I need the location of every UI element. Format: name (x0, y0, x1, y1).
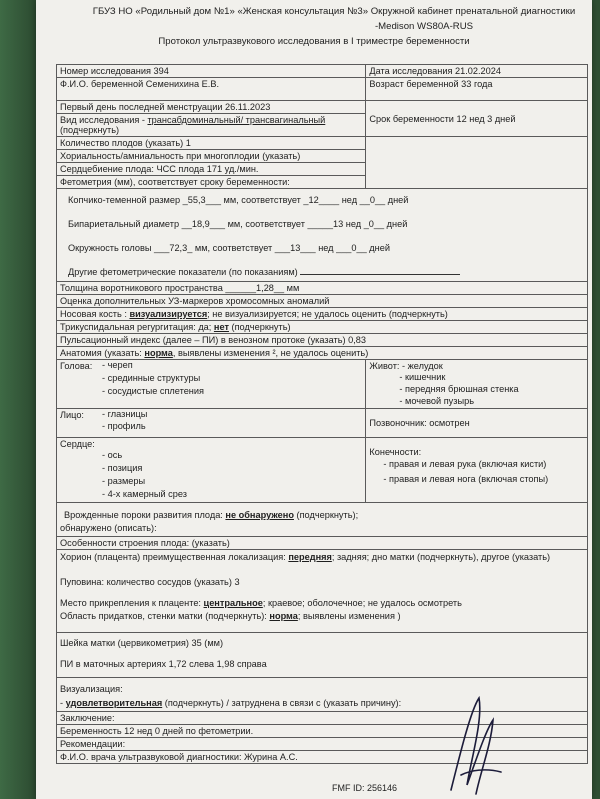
adnexa-suffix: ; выявлены изменения ) (297, 611, 401, 621)
malformations-prefix: Врожденные пороки развития плода: (64, 510, 226, 520)
head-title: Голова: (60, 361, 93, 371)
face-item: - профиль (102, 421, 146, 431)
last-period: Первый день последней менструации 26.11.2023 (57, 101, 366, 114)
other-fetometry-label: Другие фетометрические показатели (по показаниям) (68, 267, 301, 277)
vis-suffix: (подчеркнуть) / затруднена в связи с (указать причину): (162, 698, 402, 708)
adnexa-prefix: Область придатков, стенки матки (подчеркнуть): (60, 611, 270, 621)
heart-item: - ось (102, 450, 123, 460)
nasal-bone (57, 308, 588, 321)
header-protocol-title: Протокол ультразвукового исследования в I триместре беременности (158, 36, 470, 47)
face-section (57, 409, 366, 438)
cervix-section (57, 633, 588, 678)
heart-item: - 4-х камерный срез (102, 489, 187, 499)
abdomen-title: Живот: - желудок (369, 361, 443, 371)
malformations-line1 (60, 509, 584, 522)
patient-age: Возраст беременной 33 года (366, 78, 588, 101)
limbs-title: Конечности: (369, 447, 422, 457)
malformations-line2: обнаружено (описать): (60, 523, 157, 533)
spine: Позвоночник: осмотрен (366, 409, 588, 438)
other-fetometry (60, 265, 584, 279)
abdomen-item: - передняя брюшная стенка (399, 384, 519, 394)
abdomen-section (366, 360, 588, 409)
nasal-value: визуализируется (129, 309, 208, 319)
insertion-suffix: ; краевое; оболочечное; не удалось осмотреть (262, 598, 462, 608)
recommendations-title: Рекомендации: (57, 738, 588, 751)
document-header (36, 4, 592, 49)
anatomy-suffix: , выявлены изменения ², не удалось оценить) (172, 348, 369, 358)
tricuspid-value: нет (213, 322, 229, 332)
chorionicity: Хориальность/амниальность при многоплодии (указать) (57, 150, 366, 163)
malformations (57, 503, 588, 537)
anatomy-prefix: Анатомия (указать: (60, 348, 145, 358)
face-title: Лицо: (60, 410, 84, 420)
header-clinic: ГБУЗ НО «Родильный дом №1» «Женская консультация №3» Окружной кабинет пренатальной диагностики (92, 6, 576, 17)
exam-number: Номер исследования 394 (57, 65, 366, 78)
nasal-prefix: Носовая кость : (60, 309, 130, 319)
chorion-value: передняя (288, 552, 332, 562)
nasal-suffix: ; не визуализируется; не удалось оценить (подчеркнуть) (207, 309, 448, 319)
exam-type-suffix: (подчеркнуть) (60, 125, 120, 135)
cervix: Шейка матки (цервикометрия) 35 (мм) (60, 638, 224, 648)
header-device: -Medison WS80A-RUS (374, 21, 474, 32)
limbs-item: - правая и левая рука (включая кисти) (383, 459, 547, 469)
exam-type-value: трансабдоминальный/ трансвагинальный (147, 115, 326, 125)
heart-section (57, 438, 366, 503)
cord-insertion (60, 597, 584, 610)
crl-measure: Копчико-теменной размер _55,3___ мм, соответствует _12____ нед __0__ дней (68, 195, 409, 205)
head-item: - сосудистые сплетения (102, 386, 204, 396)
anatomy (57, 347, 588, 360)
visualization-title: Визуализация: (60, 684, 123, 694)
document-sheet (36, 0, 592, 799)
vis-value: удовлетворительная (65, 698, 163, 708)
tricuspid-suffix: (подчеркнуть) (228, 322, 291, 332)
chorion-suffix: ; задняя; дно матки (подчеркнуть), другое (указать) (331, 552, 551, 562)
tricuspid (57, 321, 588, 334)
tricuspid-prefix: Трикуспидальная регургитация: да; (60, 322, 214, 332)
malformations-suffix: (подчеркнуть); (293, 510, 359, 520)
doctor-name: Ф.И.О. врача ультразвуковой диагностики: Журина А.С. (57, 751, 588, 764)
protocol-table (56, 64, 588, 764)
exam-date: Дата исследования 21.02.2024 (366, 65, 588, 78)
face-item: - глазницы (102, 409, 148, 419)
signature-image (431, 690, 511, 799)
fmf-id-stamp: FMF ID: 256146 (332, 783, 398, 793)
empty-cell (366, 137, 588, 189)
fetus-count: Количество плодов (указать) 1 (57, 137, 366, 150)
exam-type-prefix: Вид исследования - (60, 115, 148, 125)
pi-venous: Пульсационный индекс (далее – ПИ) в венозном протоке (указать) 0,83 (57, 334, 588, 347)
limbs-item: - правая и левая нога (включая стопы) (383, 474, 549, 484)
fetometry-block (57, 189, 588, 282)
fetometry-title: Фетометрия (мм), соответствует сроку беременности: (57, 176, 366, 189)
heart-title: Сердце: (60, 439, 95, 449)
background-surface (0, 0, 36, 799)
fetal-heartbeat: Сердцебиение плода: ЧСС плода 171 уд./мин. (57, 163, 366, 176)
head-item: - срединные структуры (102, 373, 201, 383)
vis-prefix: - (60, 698, 66, 708)
abdomen-item: - мочевой пузырь (399, 396, 474, 406)
limbs-section (366, 438, 588, 503)
gestational-age: Срок беременности 12 нед 3 дней (366, 101, 588, 137)
heart-item: - позиция (102, 463, 143, 473)
chorion (60, 551, 584, 564)
head-section (57, 360, 366, 409)
placenta-section (57, 550, 588, 633)
markers-title: Оценка дополнительных УЗ-маркеров хромосомных аномалий (57, 295, 588, 308)
insertion-prefix: Место прикрепления к плаценте: (60, 598, 204, 608)
heart-item: - размеры (102, 476, 146, 486)
fetal-features: Особенности строения плода: (указать) (57, 537, 588, 550)
patient-name: Ф.И.О. беременной Семенихина Е.В. (57, 78, 366, 101)
malformations-value: не обнаружено (225, 510, 294, 520)
conclusion-title: Заключение: (57, 712, 588, 725)
hc-measure: Окружность головы ___72,3_ мм, соответствует ___13___ нед ___0__ дней (68, 243, 390, 253)
abdomen-item: - кишечник (399, 372, 446, 382)
exam-type (57, 114, 366, 137)
head-item: - череп (102, 360, 133, 370)
adnexa (60, 610, 584, 623)
anatomy-value: норма (144, 348, 173, 358)
pi-uterine: ПИ в маточных артериях 1,72 слева 1,98 справа (60, 659, 267, 669)
blank-line (300, 265, 460, 275)
umbilical-cord: Пуповина: количество сосудов (указать) 3 (60, 577, 240, 587)
pregnancy-conclusion: Беременность 12 нед 0 дней по фетометрии. (57, 725, 588, 738)
insertion-value: центральное (203, 598, 263, 608)
chorion-prefix: Хорион (плацента) преимущественная локализация: (60, 552, 289, 562)
nuchal-translucency: Толщина воротникового пространства ______1,28__ мм (57, 282, 588, 295)
bpd-measure: Бипариетальный диаметр __18,9___ мм, соответствует _____13 нед _0__ дней (68, 219, 408, 229)
adnexa-value: норма (269, 611, 298, 621)
